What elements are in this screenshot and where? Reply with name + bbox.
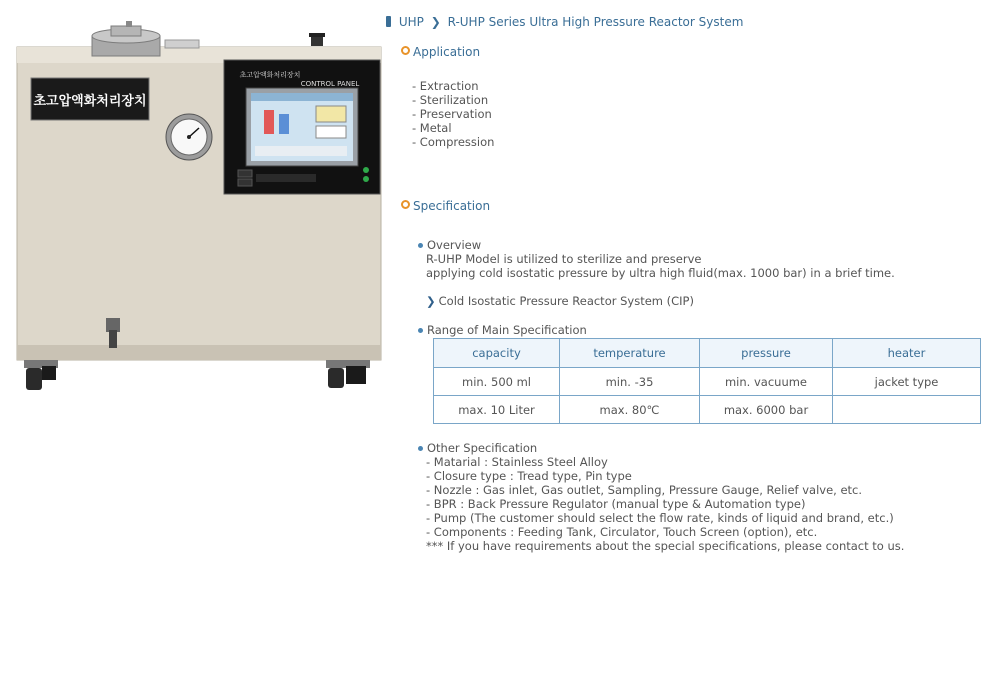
range-title: Range of Main Specification <box>427 323 587 337</box>
list-item: - Compression <box>412 135 495 149</box>
list-item: - Matarial : Stainless Steel Alloy <box>426 455 608 469</box>
table-header-row <box>434 339 981 368</box>
table-cell: min. -35 <box>560 368 700 396</box>
list-item: - Preservation <box>412 107 492 121</box>
list-item: - Sterilization <box>412 93 489 107</box>
other-spec-list <box>426 455 904 553</box>
sub-bullet-icon <box>418 243 423 248</box>
list-item: - Pump (The customer should select the flow rate, kinds of liquid and brand, etc.) <box>426 511 894 525</box>
table-cell: max. 10 Liter <box>434 396 560 424</box>
cip-link-label: Cold Isostatic Pressure Reactor System (CIP) <box>438 294 694 308</box>
header-cell-pressure: pressure <box>700 339 833 368</box>
table-cell: min. 500 ml <box>434 368 560 396</box>
header-cell-capacity: capacity <box>434 339 560 368</box>
overview-line: applying cold isostatic pressure by ultra high fluid(max. 1000 bar) in a brief time. <box>426 266 895 280</box>
table-cell: max. 80℃ <box>560 396 700 424</box>
table-row <box>434 368 981 396</box>
section-bullet-icon <box>401 46 410 55</box>
table-cell: max. 6000 bar <box>700 396 833 424</box>
application-heading <box>401 45 480 59</box>
other-spec-title: Other Specification <box>427 441 538 455</box>
product-photo <box>0 0 390 400</box>
label-plate-text: 초고압액화처리장치 <box>33 94 147 109</box>
list-item: - BPR : Back Pressure Regulator (manual type & Automation type) <box>426 497 806 511</box>
list-item: - Closure type : Tread type, Pin type <box>426 469 632 483</box>
specification-heading <box>401 199 490 213</box>
table-cell <box>833 396 981 424</box>
chevron-right-icon: ❯ <box>430 15 441 29</box>
table-cell: min. vacuume <box>700 368 833 396</box>
specification-title: Specification <box>413 199 491 213</box>
breadcrumb-section-link[interactable]: UHP <box>398 15 424 29</box>
application-list <box>412 79 494 149</box>
sub-bullet-icon <box>418 328 423 333</box>
page-title: R-UHP Series Ultra High Pressure Reactor System <box>447 15 744 29</box>
breadcrumb <box>386 15 743 29</box>
header-cell-heater: heater <box>833 339 981 368</box>
spec-table <box>433 338 981 424</box>
cip-link[interactable] <box>426 294 694 308</box>
other-spec-heading <box>418 441 537 455</box>
list-item: - Extraction <box>412 79 479 93</box>
bookmark-icon <box>386 16 391 27</box>
table-row <box>434 396 981 424</box>
overview-heading <box>418 238 481 252</box>
list-item: - Components : Feeding Tank, Circulator, Touch Screen (option), etc. <box>426 525 818 539</box>
overview-title: Overview <box>427 238 482 252</box>
panel-title-ko: 초고압액화처리장치 <box>239 71 301 79</box>
list-item: - Metal <box>412 121 452 135</box>
contact-note: *** If you have requirements about the special specifications, please contact to us. <box>426 539 905 553</box>
application-title: Application <box>413 45 481 59</box>
overview-text <box>426 252 895 280</box>
range-heading <box>418 323 587 337</box>
panel-title-en: CONTROL PANEL <box>300 80 360 88</box>
section-bullet-icon <box>401 200 410 209</box>
chevron-right-icon: ❯ <box>426 294 436 308</box>
overview-line: R-UHP Model is utilized to sterilize and preserve <box>426 252 702 266</box>
pressure-gauge-icon <box>166 114 212 160</box>
table-cell: jacket type <box>833 368 981 396</box>
sub-bullet-icon <box>418 446 423 451</box>
header-cell-temperature: temperature <box>560 339 700 368</box>
list-item: - Nozzle : Gas inlet, Gas outlet, Sampling, Pressure Gauge, Relief valve, etc. <box>426 483 863 497</box>
